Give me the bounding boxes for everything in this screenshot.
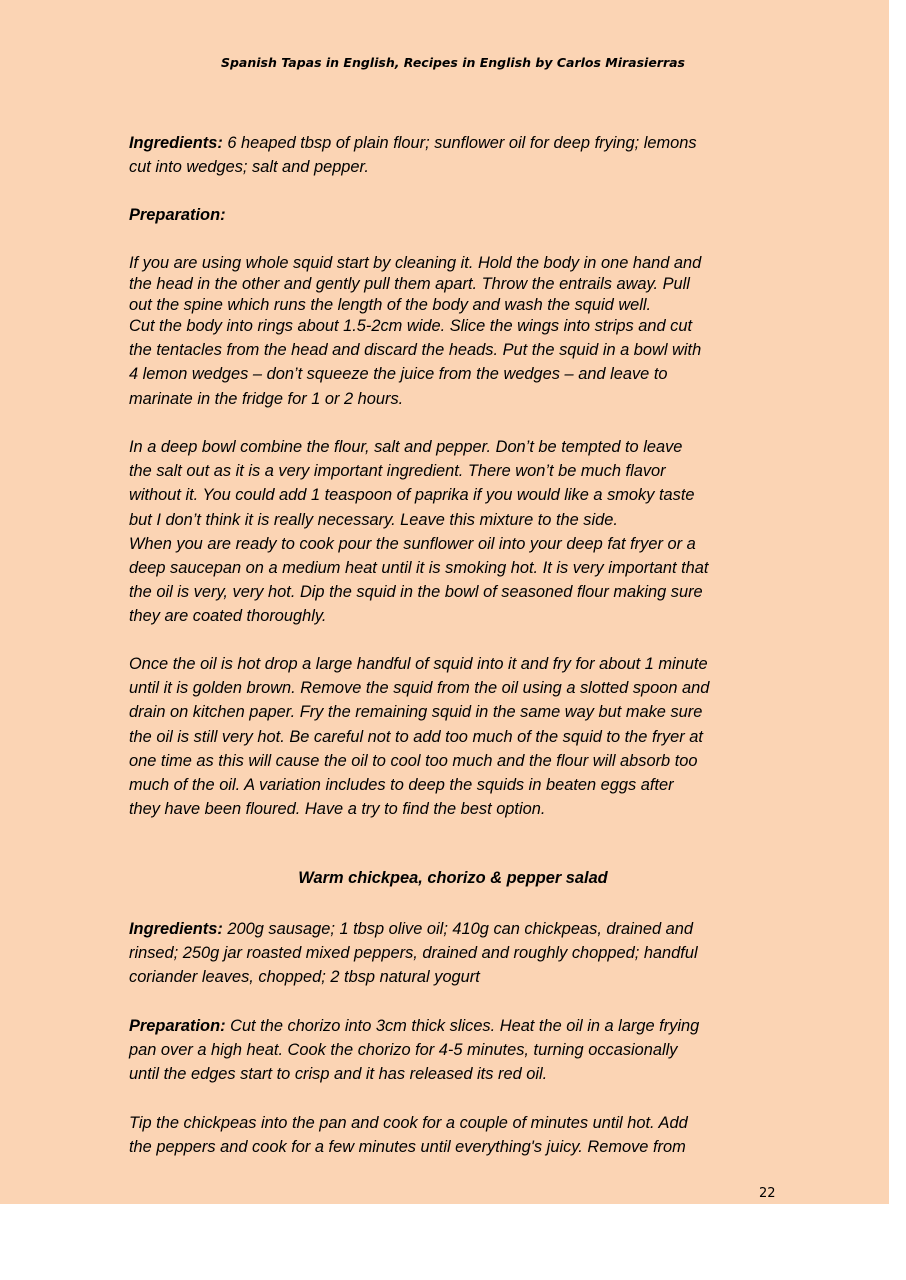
recipe2-title: Warm chickpea, chorizo & pepper salad — [298, 869, 608, 887]
ingredients-text: cut into wedges; salt and pepper. — [129, 158, 369, 177]
recipe1-paragraph-flour — [129, 435, 784, 629]
recipe1-preparation-heading — [129, 203, 784, 227]
recipe1-paragraph-frying — [129, 652, 784, 821]
paragraph-line: When you are ready to cook pour the sunflower oil into your deep fat fryer or a — [129, 534, 696, 553]
paragraph-line: much of the oil. A variation includes to deep the squids in beaten eggs after — [129, 776, 674, 795]
paragraph-line: one time as this will cause the oil to cool too much and the flour will absorb too — [129, 751, 698, 770]
recipe2-paragraph-chickpeas — [129, 1111, 784, 1159]
preparation-text: Cut the chorizo into 3cm thick slices. Heat the oil in a large frying — [225, 1017, 700, 1035]
recipe2-ingredients — [129, 917, 784, 990]
paragraph-line: Once the oil is hot drop a large handful of squid into it and fry for about 1 minute — [129, 655, 708, 673]
paragraph-line: In a deep bowl combine the flour, salt and pepper. Don’t be tempted to leave — [129, 438, 683, 456]
ingredients-text: 200g sausage; 1 tbsp olive oil; 410g can chickpeas, drained and — [222, 920, 694, 938]
paragraph-line: but I don’t think it is really necessary. Leave this mixture to the side. — [129, 510, 618, 529]
paragraph-line: without it. You could add 1 teaspoon of paprika if you would like a smoky taste — [129, 486, 695, 505]
paragraph-line: If you are using whole squid start by cleaning it. Hold the body in one hand and — [129, 254, 702, 272]
recipe1-paragraph-cleaning — [129, 253, 784, 316]
paragraph-line: the oil is still very hot. Be careful not to add too much of the squid to the fryer at — [129, 727, 703, 746]
paragraph-line: the tentacles from the head and discard the heads. Put the squid in a bowl with — [129, 341, 702, 360]
page-number: 22 — [759, 1186, 776, 1201]
ingredients-label: Ingredients: — [129, 920, 223, 938]
recipe2-preparation — [129, 1014, 784, 1087]
running-header: Spanish Tapas in English, Recipes in English by Carlos Mirasierras — [220, 55, 686, 70]
paragraph-line: deep saucepan on a medium heat until it is smoking hot. It is very important that — [129, 559, 709, 578]
paragraph-line: the oil is very, very hot. Dip the squid in the bowl of seasoned flour making sure — [129, 583, 703, 602]
paragraph-line: the head in the other and gently pull them apart. Throw the entrails away. Pull — [129, 275, 690, 293]
paragraph-line: Tip the chickpeas into the pan and cook for a couple of minutes until hot. Add — [129, 1114, 688, 1132]
recipe1-paragraph-cutting — [129, 314, 784, 411]
paragraph-line: marinate in the fridge for 1 or 2 hours. — [129, 389, 404, 408]
preparation-text: pan over a high heat. Cook the chorizo for 4-5 minutes, turning occasionally — [129, 1041, 678, 1060]
ingredients-label: Ingredients: — [129, 134, 223, 152]
paragraph-line: they have been floured. Have a try to find the best option. — [129, 800, 546, 819]
paragraph-line: out the spine which runs the length of the body and wash the squid well. — [129, 296, 652, 314]
paragraph-line: the salt out as it is a very important ingredient. There won’t be much flavor — [129, 462, 666, 481]
preparation-label: Preparation: — [129, 206, 226, 224]
ingredients-text: rinsed; 250g jar roasted mixed peppers, drained and roughly chopped; handful — [129, 944, 698, 963]
recipe1-ingredients — [129, 131, 784, 179]
preparation-label: Preparation: — [129, 1017, 226, 1035]
ingredients-text: 6 heaped tbsp of plain flour; sunflower oil for deep frying; lemons — [222, 134, 697, 152]
ingredients-text: coriander leaves, chopped; 2 tbsp natural yogurt — [129, 968, 480, 987]
paragraph-line: the peppers and cook for a few minutes until everything's juicy. Remove from — [129, 1138, 686, 1157]
paragraph-line: 4 lemon wedges – don’t squeeze the juice from the wedges – and leave to — [129, 365, 668, 384]
paragraph-line: Cut the body into rings about 1.5-2cm wide. Slice the wings into strips and cut — [129, 317, 693, 335]
paragraph-line: until it is golden brown. Remove the squid from the oil using a slotted spoon and — [129, 679, 710, 698]
paragraph-line: they are coated thoroughly. — [129, 607, 327, 626]
preparation-text: until the edges start to crisp and it has released its red oil. — [129, 1065, 548, 1084]
paragraph-line: drain on kitchen paper. Fry the remaining squid in the same way but make sure — [129, 703, 703, 722]
